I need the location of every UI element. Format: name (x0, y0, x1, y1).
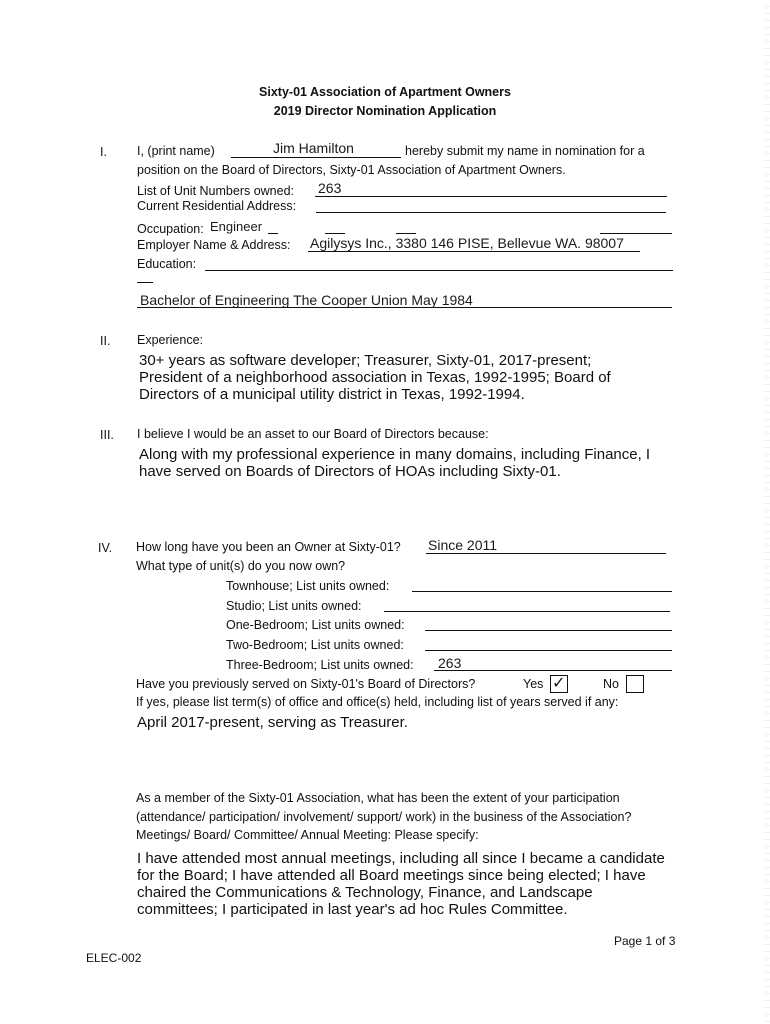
form-title: Sixty-01 Association of Apartment Owners (259, 85, 511, 99)
yes-checkbox[interactable] (550, 675, 568, 693)
studio-label: Studio; List units owned: (226, 599, 362, 613)
address-line[interactable] (316, 212, 666, 213)
no-checkbox[interactable] (626, 675, 644, 693)
scan-edge (764, 0, 770, 1024)
no-label: No (603, 677, 619, 691)
studio-line[interactable] (384, 611, 670, 612)
occupation-dash-2 (325, 233, 345, 234)
employer-value[interactable]: Agilysys Inc., 3380 146 PISE, Bellevue WA. 98007 (310, 235, 624, 251)
submit-text: hereby submit my name in nomination for a (405, 144, 645, 158)
experience-label: Experience: (137, 333, 204, 347)
owner-question: How long have you been an Owner at Sixty-01? (136, 540, 401, 554)
terms-question: If yes, please list term(s) of office and office(s) held, including list of years served if any: (136, 695, 619, 709)
form-subtitle: 2019 Director Nomination Application (273, 104, 497, 118)
section-2-numeral: II. (100, 334, 111, 348)
owner-line (426, 553, 666, 554)
two-bedroom-line[interactable] (425, 650, 672, 651)
three-bedroom-label: Three-Bedroom; List units owned: (226, 658, 414, 672)
three-bedroom-value[interactable]: 263 (438, 655, 462, 671)
occupation-value[interactable]: Engineer (210, 219, 263, 234)
served-question: Have you previously served on Sixty-01's Board of Directors? (136, 677, 476, 691)
section-3-numeral: III. (100, 428, 114, 442)
occupation-line-end (600, 233, 672, 234)
print-name-label: I, (print name) (137, 144, 215, 158)
address-label: Current Residential Address: (137, 199, 297, 213)
education-dash (137, 282, 153, 283)
form-code: ELEC-002 (86, 951, 142, 965)
one-bedroom-line[interactable] (425, 630, 672, 631)
yes-label: Yes (523, 677, 544, 691)
unit-numbers-value[interactable]: 263 (318, 180, 342, 196)
two-bedroom-label: Two-Bedroom; List units owned: (226, 638, 404, 652)
unit-numbers-line (315, 196, 667, 197)
townhouse-label: Townhouse; List units owned: (226, 579, 390, 593)
page-number: Page 1 of 3 (614, 934, 676, 948)
unit-numbers-label: List of Unit Numbers owned: (137, 184, 295, 198)
print-name-value[interactable]: Jim Hamilton (273, 140, 354, 156)
occupation-dash-3 (396, 233, 416, 234)
terms-value[interactable]: April 2017-present, serving as Treasurer. (137, 714, 408, 731)
employer-label: Employer Name & Address: (137, 238, 291, 252)
one-bedroom-label: One-Bedroom; List units owned: (226, 618, 405, 632)
section-1-numeral: I. (100, 145, 107, 159)
occupation-dash-1 (268, 233, 278, 234)
section-4-numeral: IV. (98, 541, 113, 555)
asset-text[interactable]: Along with my professional experience in many domains, including Finance, I have served on Boards of Directors of HOAs including Sixty-01. (139, 446, 651, 480)
asset-label: I believe I would be an asset to our Board of Directors because: (137, 427, 489, 441)
print-name-line (231, 157, 401, 158)
participation-question: As a member of the Sixty-01 Association, what has been the extent of your participation (attendance/ participation/ involvement/ support/ work) in the business of the Association? Meetings/ Board/ Committee/ Annual Meeting: Please specify: (136, 791, 632, 842)
education-value[interactable]: Bachelor of Engineering The Cooper Union May 1984 (140, 292, 473, 308)
education-line (205, 270, 673, 271)
education-label: Education: (137, 257, 197, 271)
unit-type-question: What type of unit(s) do you now own? (136, 559, 346, 573)
three-bedroom-line (434, 670, 672, 671)
education-value-line (137, 307, 672, 308)
experience-text[interactable]: 30+ years as software developer; Treasurer, Sixty-01, 2017-present; President of a neighborhood association in Texas, 1992-1995; Board of Directors of a municipal utility district in Texas, 1992-1994. (139, 352, 611, 403)
townhouse-line[interactable] (412, 591, 672, 592)
owner-value[interactable]: Since 2011 (428, 537, 498, 553)
check-icon: ✓ (552, 673, 566, 692)
position-text: position on the Board of Directors, Sixty-01 Association of Apartment Owners. (137, 163, 566, 177)
occupation-label: Occupation: (137, 222, 204, 236)
participation-answer[interactable]: I have attended most annual meetings, including all since I became a candidate for the Board; I have attended all Board meetings since being elected; I have chaired the Communications & Technology, Finance, and Landscape committees; I participated in last year's ad hoc Rules Committee. (137, 850, 665, 918)
employer-line (308, 251, 640, 252)
